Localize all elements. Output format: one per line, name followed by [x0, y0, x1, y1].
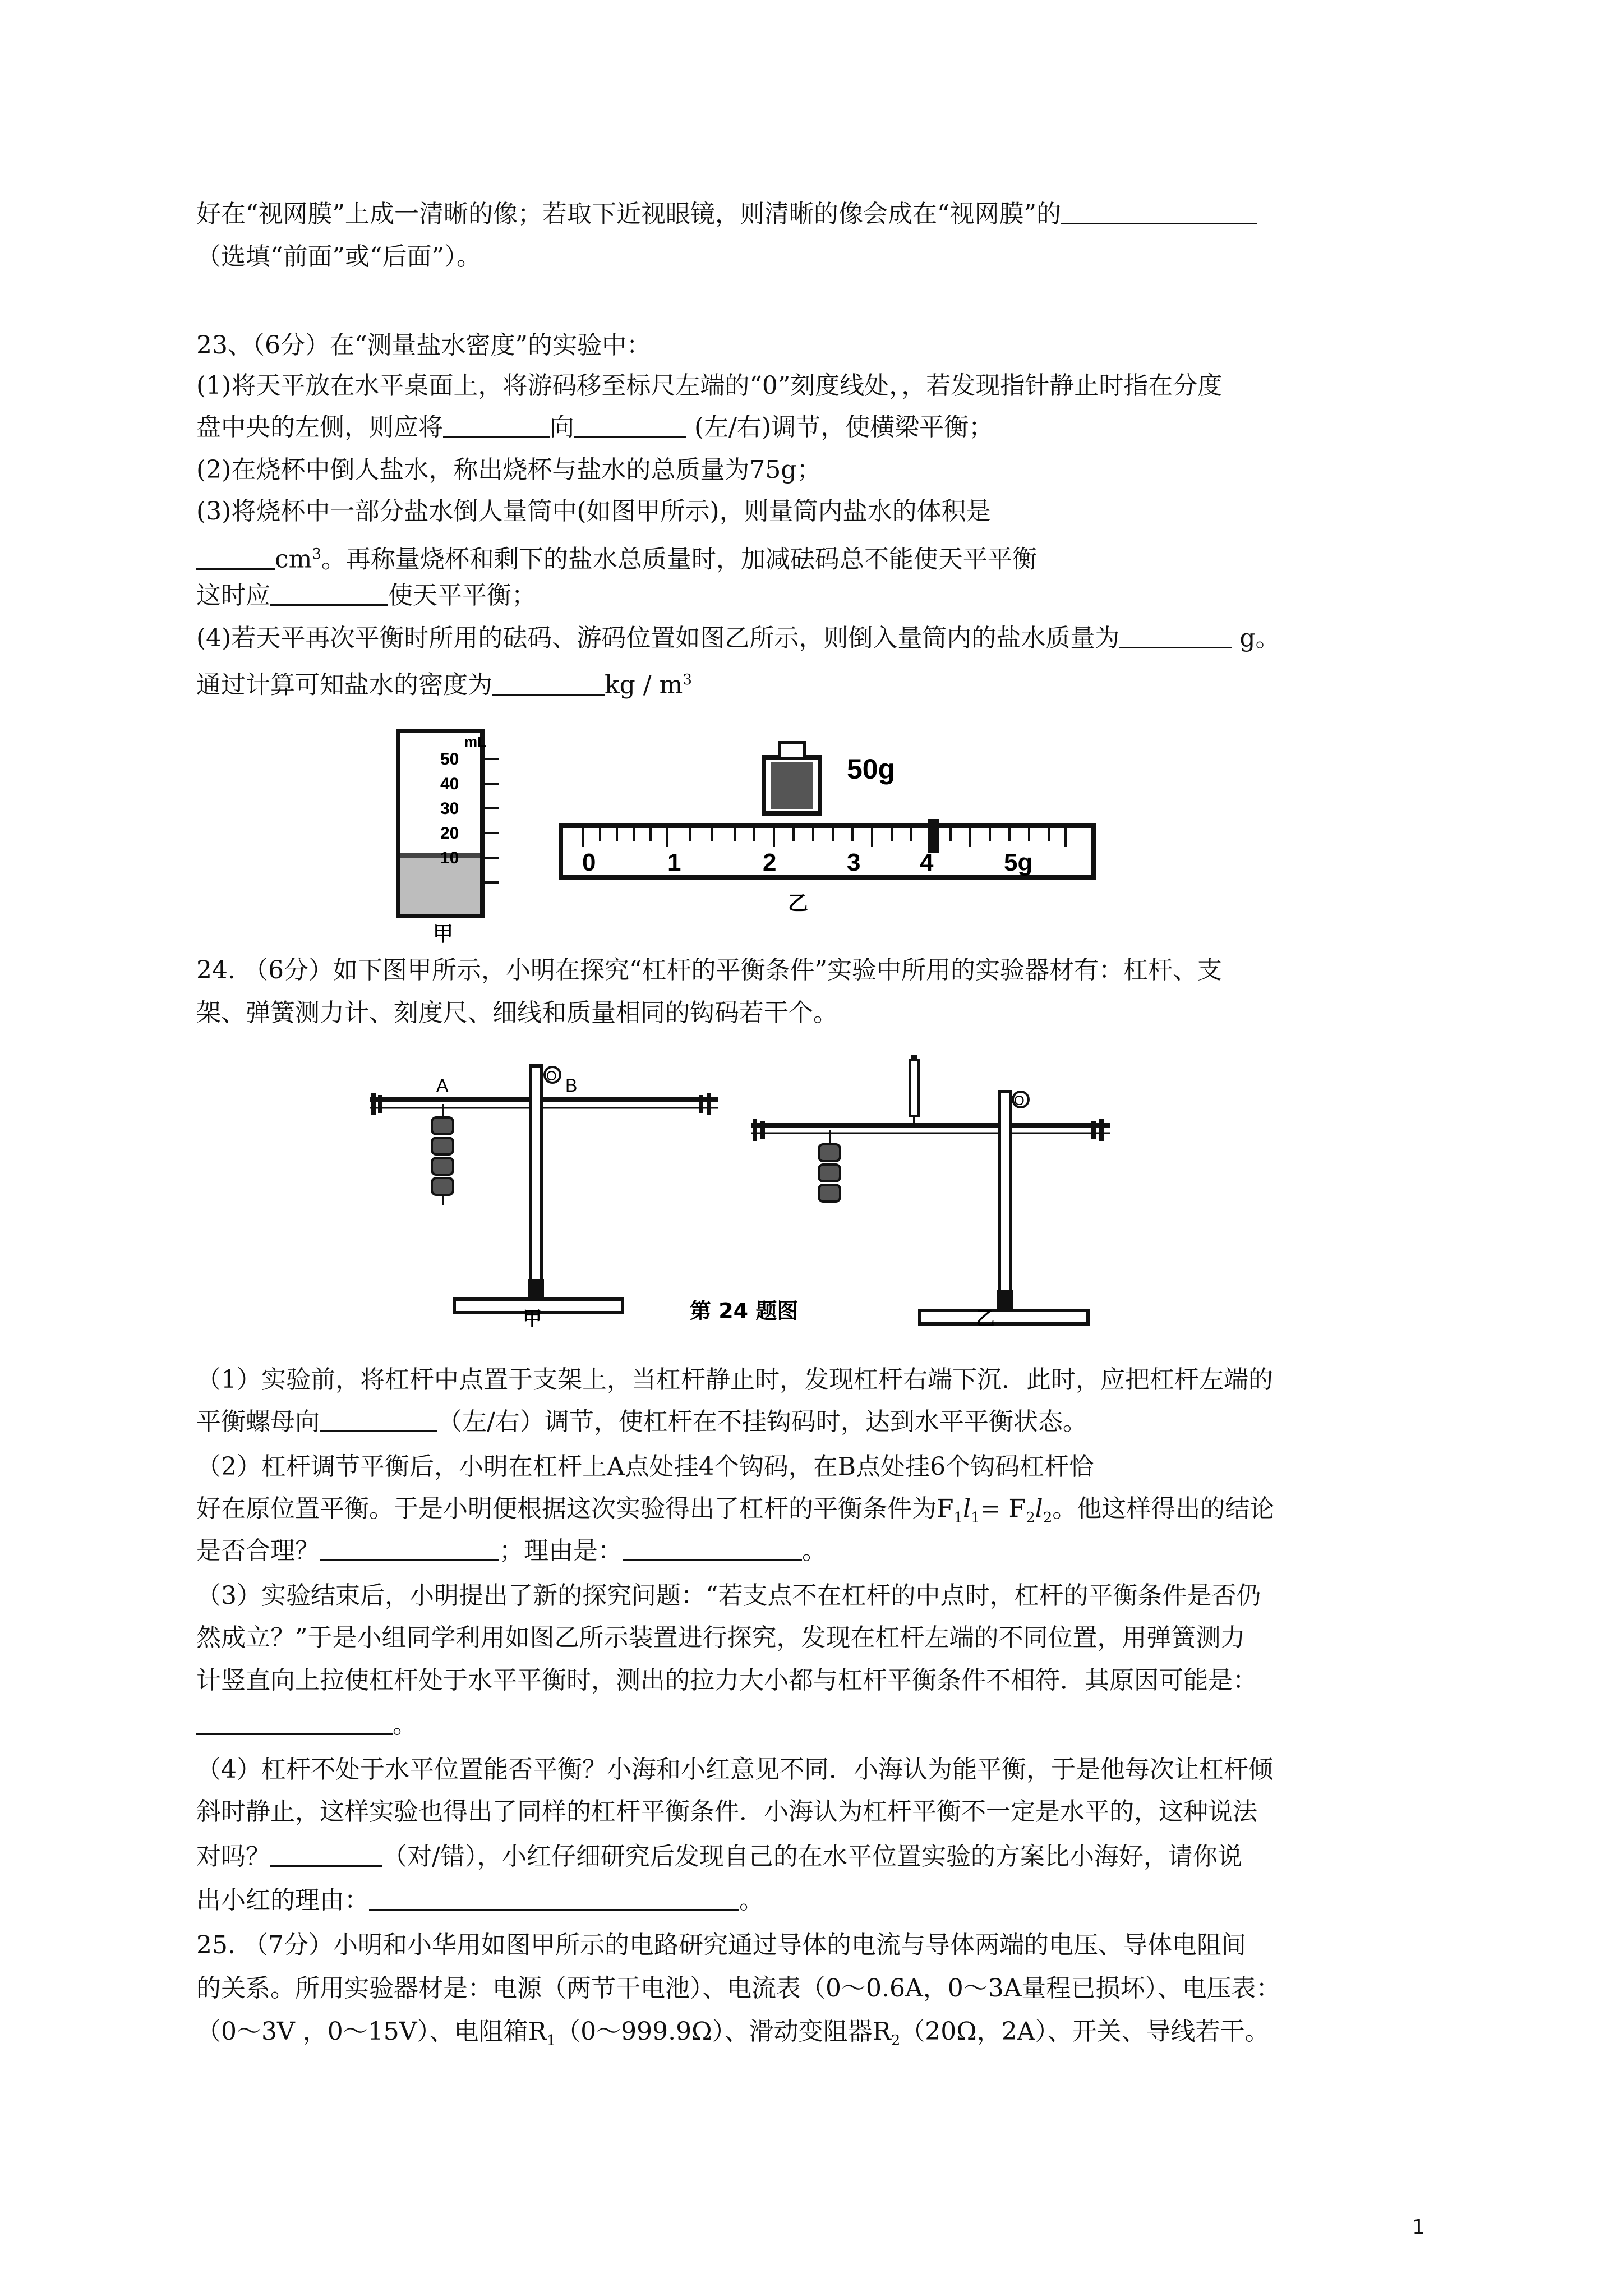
cylinder-tick-label: 20 — [440, 824, 459, 843]
scale-label: 5g — [1004, 849, 1033, 876]
q22-line-2: （选填“前面”或“后面”）。 — [196, 242, 481, 271]
q25-line-a: 25. （7分）小明和小华用如图甲所示的电路研究通过导体的电流与导体两端的电压、导体电阻间 — [196, 1931, 1246, 1959]
q23-title: 23、（6分）在“测量盐水密度”的实验中： — [196, 331, 651, 360]
q24-part-4d: 出小红的理由： 。 — [196, 1886, 764, 1915]
answer-blank[interactable] — [320, 1537, 499, 1561]
q24-part-3d: 。 — [196, 1708, 417, 1742]
q23-step-3b: $cm^3$。再称量烧杯和剩下的盐水总质量时，加减砝码总不能使天平平衡 — [196, 537, 1037, 577]
q24-part-2b: 好在原位置平衡。于是小明便根据这次实验得出了杠杆的平衡条件为$F_1l_1= F_2l_2$。他这样得出的结论 — [196, 1494, 1275, 1526]
q22-line-1: 好在“视网膜”上成一清晰的像；若取下近视眼镜，则清晰的像会成在“视网膜”的 — [196, 197, 1257, 231]
scale-label: 1 — [667, 849, 681, 876]
answer-blank[interactable] — [443, 413, 550, 438]
rider — [928, 819, 939, 853]
cylinder-tick-label: 30 — [440, 799, 459, 818]
q23-step-4b: 通过计算可知盐水的密度为 kg / $m^3$ — [196, 670, 692, 700]
answer-blank[interactable] — [623, 1537, 802, 1561]
q24-part-2c: 是否合理？ ；理由是： 。 — [196, 1536, 827, 1565]
weight-label: 50g — [847, 753, 896, 785]
q24-part-1b: 平衡螺母向 （左/右）调节，使杠杆在不挂钩码时，达到水平平衡状态。 — [196, 1407, 1087, 1436]
q23-step-3c: 这时应 使天平平衡； — [196, 581, 536, 610]
scale-label: 3 — [847, 849, 861, 876]
q25-line-c: （0～3V ，0～15V）、电阻箱$R_1(0\sim 999.9\Omega)$、滑动变阻器$R_2(20\Omega$，2A）、开关、导线若干。 — [196, 2017, 1270, 2049]
pivot-o-label: O — [1014, 1093, 1025, 1108]
point-a-label: A — [436, 1075, 449, 1096]
figure-caption: 第 24 题图 — [690, 1299, 799, 1323]
answer-blank[interactable] — [369, 1887, 739, 1911]
lever-experiment-figure — [359, 1055, 1267, 1329]
cylinder-tick-label: 40 — [440, 775, 459, 793]
q24-part-4a: （4）杠杆不处于水平位置能否平衡？小海和小红意见不同．小海认为能平衡，于是他每次让杠杆倾 — [196, 1755, 1273, 1784]
cylinder-unit: mL — [464, 733, 486, 750]
point-b-label: B — [565, 1075, 578, 1096]
pivot-o-label: O — [546, 1069, 557, 1084]
answer-blank[interactable] — [270, 582, 388, 606]
answer-blank[interactable] — [320, 1408, 437, 1432]
q24-title-a: 24. （6分）如下图甲所示，小明在探究“杠杆的平衡条件”实验中所用的实验器材有：杠杆、支 — [196, 956, 1222, 984]
q23-step-1b: 盘中央的左侧，则应将 向 (左/右)调节，使横梁平衡； — [196, 413, 994, 441]
figure-label-yi: 乙 — [976, 1308, 995, 1329]
scale-label: 0 — [582, 849, 596, 876]
lever-setup-yi — [751, 1055, 1110, 1329]
q23-step-2: (2)在烧杯中倒人盐水，称出烧杯与盐水的总质量为75g； — [196, 455, 822, 484]
answer-blank[interactable] — [270, 1843, 382, 1867]
q24-part-3c: 计竖直向上拉使杠杆处于水平平衡时，测出的拉力大小都与杠杆平衡条件不相符．其原因可能是： — [196, 1666, 1257, 1695]
page-number: 1 — [1412, 2216, 1425, 2239]
answer-blank[interactable] — [196, 1711, 393, 1735]
q24-part-1a: （1）实验前，将杠杆中点置于支架上，当杠杆静止时，发现杠杆右端下沉．此时，应把杠杆左端的 — [196, 1365, 1273, 1394]
cylinder-tick-label: 10 — [440, 849, 459, 867]
q24-part-4b: 斜时静止，这样实验也得出了同样的杠杆平衡条件．小海认为杠杆平衡不一定是水平的，这种说法 — [196, 1797, 1257, 1826]
q24-part-4c: 对吗？ （对/错），小红仔细研究后发现自己的在水平位置实验的方案比小海好，请你说 — [196, 1842, 1242, 1871]
scale-label: 4 — [920, 849, 934, 876]
q23-step-4a: (4)若天平再次平衡时所用的砝码、游码位置如图乙所示，则倒入量筒内的盐水质量为 g。 — [196, 624, 1280, 652]
graduated-cylinder-figure — [381, 721, 516, 945]
q24-part-3a: （3）实验结束后，小明提出了新的探究问题：“若支点不在杠杆的中点时，杠杆的平衡条件是否仍 — [196, 1581, 1261, 1610]
answer-blank[interactable] — [196, 546, 275, 570]
figure-label-jia: 甲 — [433, 923, 454, 945]
answer-blank[interactable] — [1061, 200, 1257, 224]
answer-blank[interactable] — [1119, 624, 1232, 648]
answer-blank[interactable] — [492, 671, 605, 696]
lever-setup-jia — [370, 1066, 718, 1329]
scale-label: 2 — [763, 849, 777, 876]
q23-step-3a: (3)将烧杯中一部分盐水倒人量筒中(如图甲所示)，则量筒内盐水的体积是 — [196, 497, 991, 526]
q24-part-3b: 然成立？”于是小组同学利用如图乙所示装置进行探究，发现在杠杆左端的不同位置，用弹簧测力 — [196, 1623, 1246, 1652]
balance-rider-scale-figure — [555, 735, 1105, 920]
answer-blank[interactable] — [574, 413, 686, 438]
q24-part-2a: （2）杠杆调节平衡后，小明在杠杆上A点处挂4个钩码，在B点处挂6个钩码杠杆恰 — [196, 1452, 1094, 1481]
cylinder-tick-label: 50 — [440, 750, 459, 769]
q24-title-b: 架、弹簧测力计、刻度尺、细线和质量相同的钩码若干个。 — [196, 999, 838, 1027]
figure-label-yi: 乙 — [788, 892, 809, 915]
figure-label-jia: 甲 — [523, 1308, 542, 1329]
q25-line-b: 的关系。所用实验器材是：电源（两节干电池）、电流表（0～0.6A，0～3A量程已损坏）、电压表： — [196, 1974, 1281, 2003]
q23-step-1a: (1)将天平放在水平桌面上，将游码移至标尺左端的“0”刻度线处，，若发现指针静止时指在分度 — [196, 371, 1223, 400]
